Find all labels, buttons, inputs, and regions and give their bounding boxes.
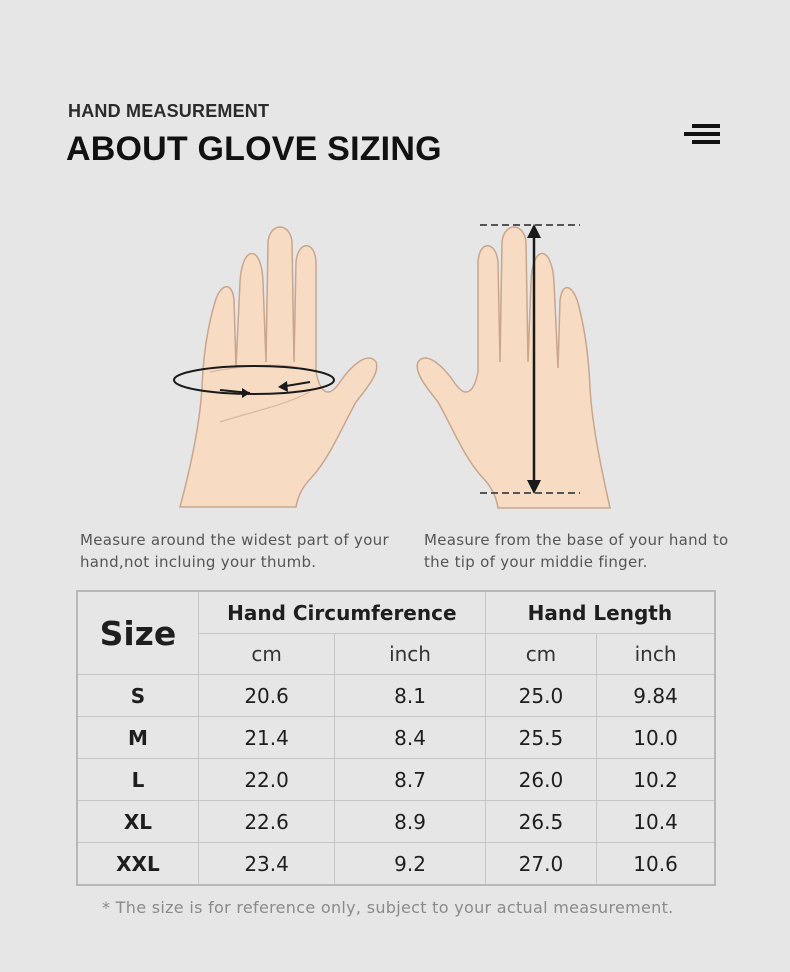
circ-cm-cell: 21.4 — [198, 717, 334, 759]
table-row — [77, 717, 715, 759]
length-inch-cell: 10.6 — [597, 843, 715, 886]
page-title: ABOUT GLOVE SIZING — [66, 130, 442, 168]
circ-cm-cell: 23.4 — [198, 843, 334, 886]
table-row — [77, 843, 715, 886]
hand-length-illustration — [410, 218, 620, 510]
circ-cm-cell: 20.6 — [198, 675, 334, 717]
unit-header: cm — [198, 634, 334, 675]
length-cm-cell: 25.0 — [485, 675, 596, 717]
size-cell: M — [77, 717, 198, 759]
circ-inch-cell: 8.9 — [335, 801, 485, 843]
menu-lines-icon[interactable] — [684, 121, 722, 151]
table-row — [77, 759, 715, 801]
unit-header: cm — [485, 634, 596, 675]
length-inch-cell: 10.0 — [597, 717, 715, 759]
length-inch-cell: 10.2 — [597, 759, 715, 801]
length-header: Hand Length — [485, 591, 715, 634]
size-cell: S — [77, 675, 198, 717]
unit-header: inch — [335, 634, 485, 675]
size-cell: XXL — [77, 843, 198, 886]
size-cell: L — [77, 759, 198, 801]
circ-inch-cell: 9.2 — [335, 843, 485, 886]
circumference-caption: Measure around the widest part of your hand,not incluing your thumb. — [80, 531, 389, 571]
unit-header: inch — [597, 634, 715, 675]
length-cm-cell: 26.5 — [485, 801, 596, 843]
size-chart-table — [76, 590, 716, 886]
circ-inch-cell: 8.7 — [335, 759, 485, 801]
length-inch-cell: 9.84 — [597, 675, 715, 717]
circ-inch-cell: 8.4 — [335, 717, 485, 759]
size-header: Size — [77, 591, 198, 675]
hand-circumference-illustration — [170, 222, 390, 512]
circ-cm-cell: 22.0 — [198, 759, 334, 801]
length-caption: Measure from the base of your hand to the tip of your middie finger. — [424, 531, 729, 571]
section-subtitle: HAND MEASUREMENT — [68, 101, 270, 121]
size-cell: XL — [77, 801, 198, 843]
length-cm-cell: 27.0 — [485, 843, 596, 886]
table-row — [77, 801, 715, 843]
length-cm-cell: 25.5 — [485, 717, 596, 759]
circ-inch-cell: 8.1 — [335, 675, 485, 717]
circ-cm-cell: 22.6 — [198, 801, 334, 843]
length-inch-cell: 10.4 — [597, 801, 715, 843]
palm-shape — [417, 227, 610, 508]
length-cm-cell: 26.0 — [485, 759, 596, 801]
reference-footnote: * The size is for reference only, subject to your actual measurement. — [102, 898, 674, 917]
table-row — [77, 675, 715, 717]
circumference-header: Hand Circumference — [198, 591, 485, 634]
